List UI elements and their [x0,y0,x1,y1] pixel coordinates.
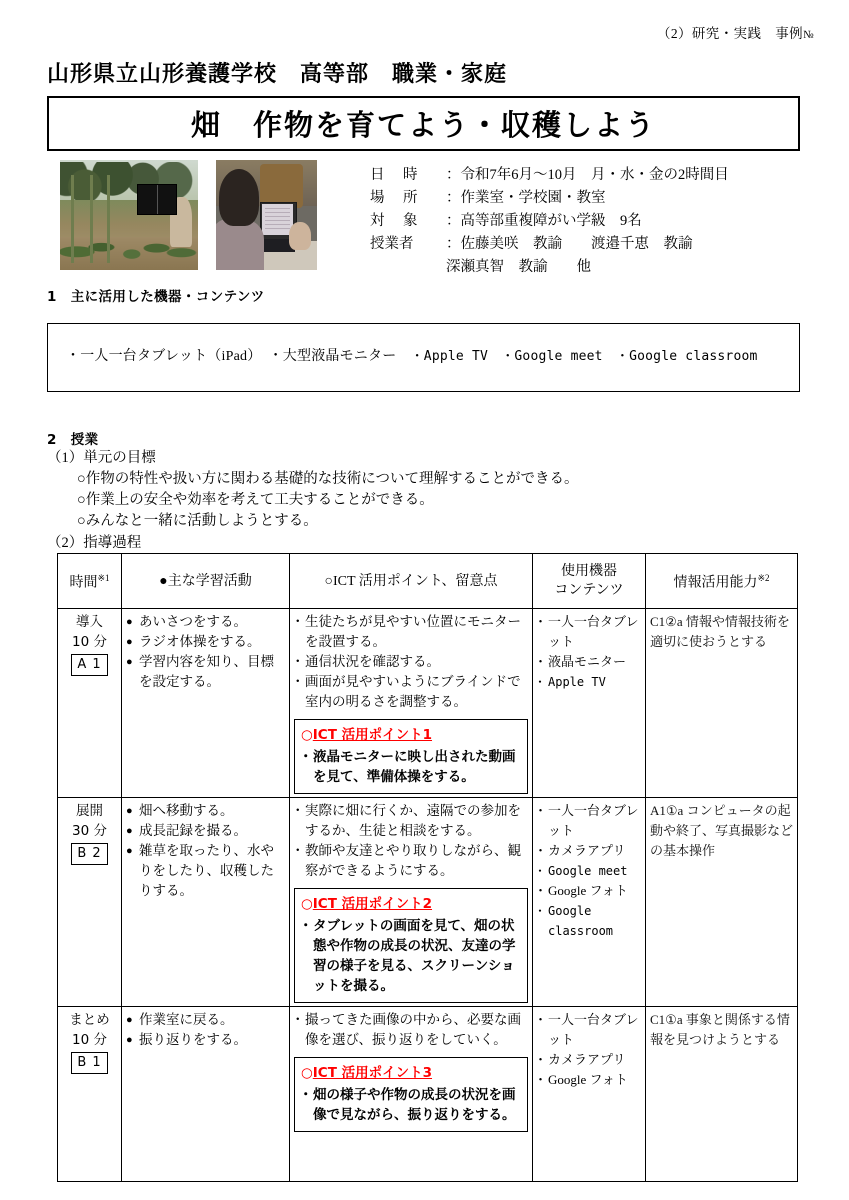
section-2-heading: 2 授業 [47,432,99,448]
equipment-item: ・ 一人一台タブレット [537,801,641,841]
photo-field-tablet [60,160,198,270]
info-label-place: 場 所 [370,190,420,206]
cell-time-phase-3 [58,1007,122,1182]
document-reference-no: № [803,29,814,41]
ict-point-callout-2 [294,888,528,1003]
info-value-place: 作業室・学校園・教室 [460,190,606,206]
phase-label: 導入 [76,614,103,630]
unit-goal-item: ○みんなと一緒に活動しようとする。 [77,513,318,529]
equipment-item: ・ Apple TV [537,672,641,692]
activity-item: ● 学習内容を知り、目標を設定する。 [126,652,285,692]
column-header-time-label: 時間 [69,575,98,591]
photo-pole [107,175,110,263]
lesson-info-block [370,164,729,279]
column-header-equipment-line2: コンテンツ [554,583,624,598]
phase-code: B 1 [71,1052,107,1074]
ict-note-item: ・ 画面が見やすいようにブラインドで室内の明るさを調整する。 [294,672,528,712]
info-row-teachers: 授業者 ： 佐藤美咲 教諭 渡邉千恵 教諭 [370,233,729,256]
ict-note-item: ・ 実際に畑に行くか、遠隔での参加をするか、生徒と相談をする。 [294,801,528,841]
info-value-datetime: 令和7年6月～10月 月・水・金の2時間目 [460,167,729,183]
ict-note-item: ・ 教師や友達とやり取りしながら、観察ができるようにする。 [294,841,528,881]
circle-mark-icon: ○ [301,896,313,912]
equipment-item: ・ Google フォト [537,881,641,901]
ict-point-title-1 [301,725,521,745]
ict-point-title-text: ICT 活用ポイント1 [312,727,433,743]
photo-student-hand [289,222,311,251]
equipment-item: ・ カメラアプリ [537,841,641,861]
phase-duration: 10 分 [72,1032,107,1048]
title-box [47,96,800,151]
ict-point-title-text: ICT 活用ポイント3 [312,1065,433,1081]
ict-point-callout-3 [294,1057,528,1132]
teaching-process-heading: （2）指導過程 [47,535,142,551]
column-header-equipment [533,554,646,609]
cell-ict-1 [290,609,533,798]
cell-equipment-3 [533,1007,646,1182]
ict-note-item: ・ 通信状況を確認する。 [294,652,528,672]
phase-duration: 30 分 [72,823,107,839]
cell-equipment-1 [533,609,646,798]
column-header-equipment-line1: 使用機器 [561,564,617,579]
document-reference-text: （2）研究・実践 事例 [656,26,804,41]
photo-pole [90,175,93,263]
activity-item: ● あいさつをする。 [126,612,285,632]
equipment-list [66,345,758,365]
unit-goal-heading: （1）単元の目標 [47,450,156,466]
activity-item: ● ラジオ体操をする。 [126,632,285,652]
cell-activities-1 [122,609,290,798]
equipment-item: ・ 一人一台タブレット [537,1010,641,1050]
unit-goal-item: ○作物の特性や扱い方に関わる基礎的な技術について理解することができる。 [77,471,579,487]
table-row [58,1007,798,1182]
phase-code: A 1 [71,654,107,676]
cell-ability-2: A1①a コンピュータの起動や終了、写真撮影などの基本操作 [646,798,798,1007]
info-row-place: 場 所 ： 作業室・学校園・教室 [370,187,729,210]
photo-tablet-device [137,184,176,215]
column-header-activities: ●主な学習活動 [122,554,290,609]
equipment-list-apps: ・Apple TV ・Google meet ・Google classroom [410,349,758,364]
column-header-ability-note: ※2 [757,573,770,584]
cell-ability-1: C1②a 情報や情報技術を適切に使おうとする [646,609,798,798]
photo-pole [71,175,74,263]
cell-ability-3: C1①a 事象と関係する情報を見つけようとする [646,1007,798,1182]
cell-activities-3 [122,1007,290,1182]
table-header-row [58,554,798,609]
unit-goal-list [77,469,578,532]
ict-point-body-2: ・ タブレットの画面を見て、畑の状態や作物の成長の状況、友達の学習の様子を見る、スクリーンショットを撮る。 [301,916,521,996]
phase-label: 展開 [76,803,103,819]
table-row [58,798,798,1007]
cell-ict-2 [290,798,533,1007]
equipment-item: ・ Google meet [537,861,641,881]
ict-point-body-3: ・ 畑の様子や作物の成長の状況を画像で見ながら、振り返りをする。 [301,1085,521,1125]
table-row [58,609,798,798]
photo-student-head [219,169,259,226]
equipment-item: ・ 液晶モニター [537,652,641,672]
info-label-datetime: 日 時 [370,167,420,183]
info-row-target: 対 象 ： 高等部重複障がい学級 9名 [370,210,729,233]
photo-strip [60,160,317,270]
ict-point-title-2 [301,894,521,914]
activity-item: ● 作業室に戻る。 [126,1010,285,1030]
info-value-teachers: 佐藤美咲 教諭 渡邉千恵 教諭 [460,236,693,252]
document-reference [657,22,814,42]
page-title: 畑 作物を育てよう・収穫しよう [190,108,656,142]
equipment-item: ・ 一人一台タブレット [537,612,641,652]
column-header-ability-label: 情報活用能力 [673,575,758,591]
info-value-target: 高等部重複障がい学級 9名 [460,213,642,229]
unit-goal-item: ○作業上の安全や効率を考えて工夫することができる。 [77,492,434,508]
photo-student-body [216,219,264,270]
school-department-line: 山形県立山形養護学校 高等部 職業・家庭 [47,62,508,87]
section-1-heading: 1 主に活用した機器・コンテンツ [47,289,265,305]
cell-equipment-2 [533,798,646,1007]
column-header-time [58,554,122,609]
circle-mark-icon: ○ [301,727,313,743]
cell-time-phase-2 [58,798,122,1007]
ict-point-title-text: ICT 活用ポイント2 [312,896,433,912]
ict-note-item: ・ 撮ってきた画像の中から、必要な画像を選び、振り返りをしていく。 [294,1010,528,1050]
cell-ict-3 [290,1007,533,1182]
ict-point-callout-1 [294,719,528,794]
photo-classroom-tablet [216,160,317,270]
activity-item: ● 成長記録を撮る。 [126,821,285,841]
equipment-item: ・ Google フォト [537,1070,641,1090]
column-header-ability [646,554,798,609]
ict-point-title-3 [301,1063,521,1083]
photo-tablet-screen [262,204,292,235]
equipment-list-japanese: ・一人一台タブレット（iPad） ・大型液晶モニター [66,349,411,364]
info-value-teachers-continued: 深瀬真智 教諭 他 [446,259,591,275]
equipment-item: ・ カメラアプリ [537,1050,641,1070]
ict-note-item: ・ 生徒たちが見やすい位置にモニターを設置する。 [294,612,528,652]
info-row-datetime: 日 時 ： 令和7年6月～10月 月・水・金の2時間目 [370,164,729,187]
phase-code: B 2 [71,843,107,865]
cell-time-phase-1 [58,609,122,798]
info-label-target: 対 象 [370,213,420,229]
equipment-item: ・ Google classroom [537,901,641,941]
cell-activities-2 [122,798,290,1007]
phase-duration: 10 分 [72,634,107,650]
ict-point-body-1: ・ 液晶モニターに映し出された動画を見て、準備体操をする。 [301,747,521,787]
column-header-time-note: ※1 [97,573,110,584]
info-label-teachers: 授業者 [370,236,414,252]
teaching-process-table [57,553,798,1182]
circle-mark-icon: ○ [301,1065,313,1081]
column-header-ict-points: ○ICT 活用ポイント、留意点 [290,554,533,609]
phase-label: まとめ [69,1012,110,1028]
activity-item: ● 畑へ移動する。 [126,801,285,821]
activity-item: ● 雑草を取ったり、水やりをしたり、収穫したりする。 [126,841,285,901]
activity-item: ● 振り返りをする。 [126,1030,285,1050]
